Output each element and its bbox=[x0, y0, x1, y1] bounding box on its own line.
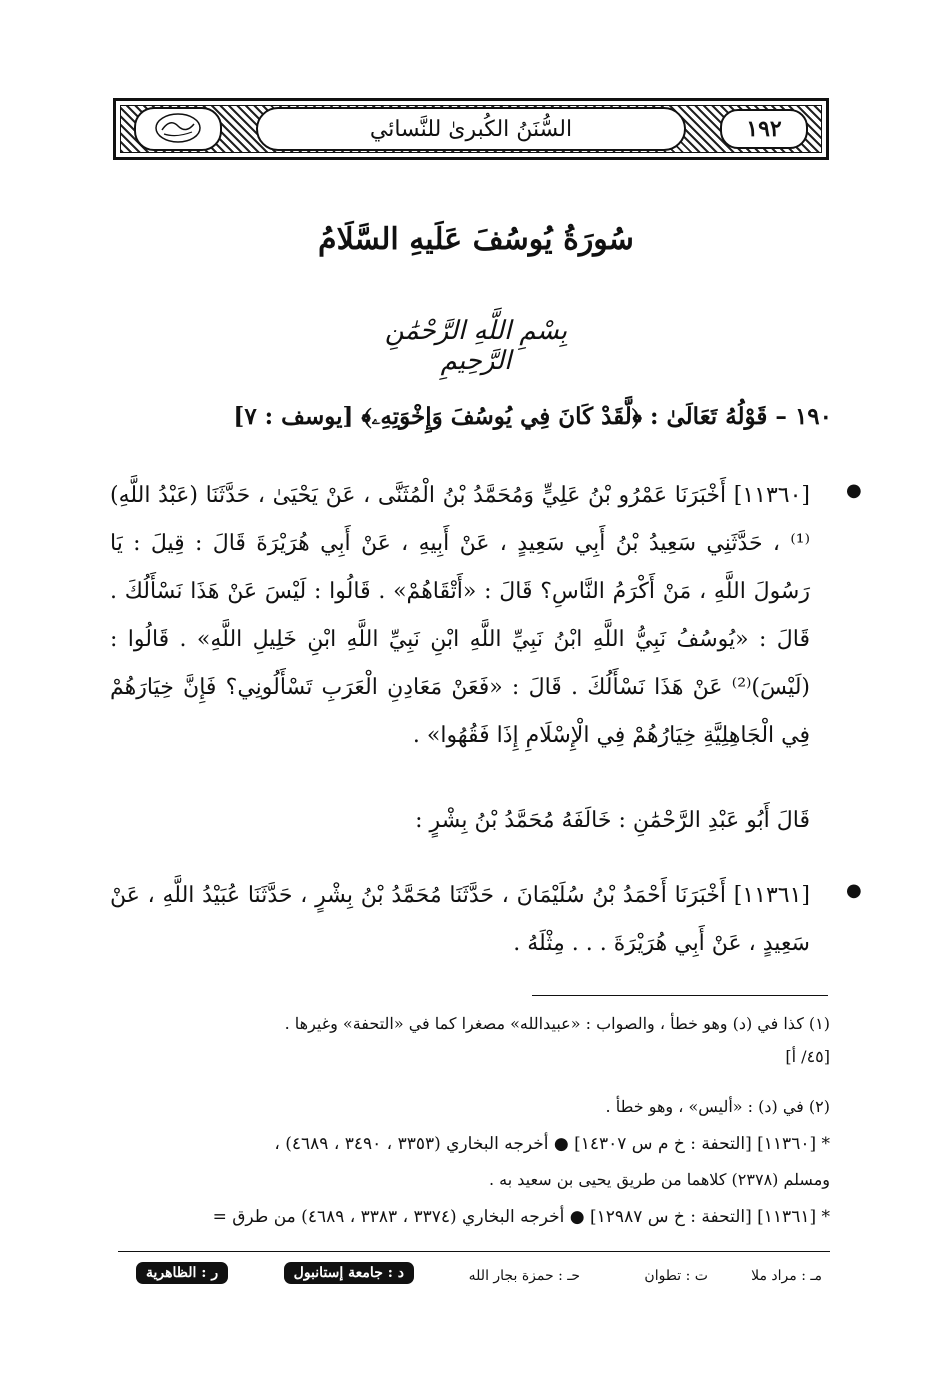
footnote-divider bbox=[532, 995, 828, 996]
hadith-1-text: [١١٣٦٠] أَخْبَرَنَا عَمْرُو بْنُ عَلِيٍّ وَمُحَمَّدُ بْنُ الْمُثَنَّى ، عَنْ يَحْيَىٰ ، حَدَّثَنَا (عَبْدُ اللَّهِ)⁽¹⁾ ، حَدَّثَنِي سَعِيدُ بْنُ أَبِي سَعِيدٍ ، عَنْ أَبِيهِ ، عَنْ أَبِي هُرَيْرَةَ قَالَ : قِيلَ : يَا رَسُولَ اللَّهِ ، مَنْ أَكْرَمُ النَّاسِ؟ قَالَ : «أَتْقَاهُمْ» . قَالُوا : لَيْسَ عَنْ هَذَا نَسْأَلُكَ . قَالَ : «يُوسُفُ نَبِيُّ اللَّهِ ابْنُ نَبِيِّ اللَّهِ ابْنِ نَبِيِّ اللَّهِ ابْنِ خَلِيلِ اللَّهِ» . قَالُوا : (لَيْسَ)⁽²⁾ عَنْ هَذَا نَسْأَلُكَ . قَالَ : «فَعَنْ مَعَادِنِ الْعَرَبِ تَسْأَلُونِي؟ فَإِنَّ خِيَارَهُمْ فِي الْجَاهِلِيَّةِ خِيَارُهُمْ فِي الْإِسْلَامِ إِذَا فَقُهُوا» . bbox=[110, 483, 810, 748]
basmala: بِسْمِ اللَّهِ الرَّحْمَٰنِ الرَّحِيمِ bbox=[384, 316, 568, 376]
hadith-2-bullet: ● bbox=[846, 880, 862, 901]
publisher-logo-icon bbox=[134, 107, 222, 151]
header-title-cartouche bbox=[256, 107, 686, 151]
manuscript-credits bbox=[118, 1260, 830, 1294]
author-note: قَالَ أَبُو عَبْدِ الرَّحْمَٰنِ : خَالَفَهُ مُحَمَّدُ بْنُ بِشْرٍ : bbox=[415, 808, 810, 833]
credit-h: حـ : حمزة بجار الله bbox=[468, 1268, 580, 1284]
hadith-2-text: [١١٣٦١] أَخْبَرَنَا أَحْمَدُ بْنُ سُلَيْمَانَ ، حَدَّثَنَا مُحَمَّدُ بْنُ بِشْرٍ ، حَدَّثَنَا عُبَيْدُ اللَّهِ ، عَنْ سَعِيدٍ ، عَنْ أَبِي هُرَيْرَةَ . . . مِثْلَهُ . bbox=[110, 883, 810, 956]
page-header bbox=[113, 98, 829, 160]
footer-divider bbox=[118, 1251, 830, 1252]
takhrij-1: * [١١٣٦٠] [التحفة : خ م س ١٤٣٠٧] ● أخرجه البخاري (٣٣٥٣ ، ٣٤٩٠ ، ٤٦٨٩) ، bbox=[274, 1134, 830, 1154]
credit-t: ت : تطوان bbox=[644, 1268, 708, 1284]
footnote-1: (١) كذا في (د) وهو خطأ ، والصواب : «عبيدالله» مصغرا كما في «التحفة» وغيرها . bbox=[284, 1014, 830, 1033]
manuscript-badge-d: د : جامعة إستانبول bbox=[284, 1262, 414, 1284]
credit-m: مـ : مراد ملا bbox=[751, 1268, 822, 1284]
manuscript-folio-mark: [٤٥/ أ] bbox=[785, 1047, 830, 1066]
takhrij-2: * [١١٣٦١] [التحفة : خ س ١٢٩٨٧] ● أخرجه البخاري (٣٣٧٤ ، ٣٣٨٣ ، ٤٦٨٩) من طرق = bbox=[212, 1207, 830, 1227]
manuscript-badge-r: ر : الظاهرية bbox=[136, 1262, 228, 1284]
surah-title: سُورَةُ يُوسُفَ عَلَيهِ السَّلَامُ bbox=[318, 222, 634, 257]
footnote-2: (٢) في (د) : «أليس» ، وهو خطأ . bbox=[605, 1097, 830, 1116]
takhrij-1-continued: ومسلم (٢٣٧٨) كلاهما من طريق يحيى بن سعيد به . bbox=[488, 1170, 830, 1189]
header-title: السُّنَنُ الكُبرىٰ للنَّسائي bbox=[369, 117, 573, 142]
section-heading: ١٩٠ – قَوْلُهُ تَعَالَىٰ : ﴿لَّقَدْ كَانَ فِي يُوسُفَ وَإِخْوَتِهِۦ﴾ [يوسف : ٧] bbox=[233, 403, 832, 430]
hadith-1-bullet: ● bbox=[846, 480, 862, 501]
page-number: ١٩٢ bbox=[720, 109, 808, 149]
